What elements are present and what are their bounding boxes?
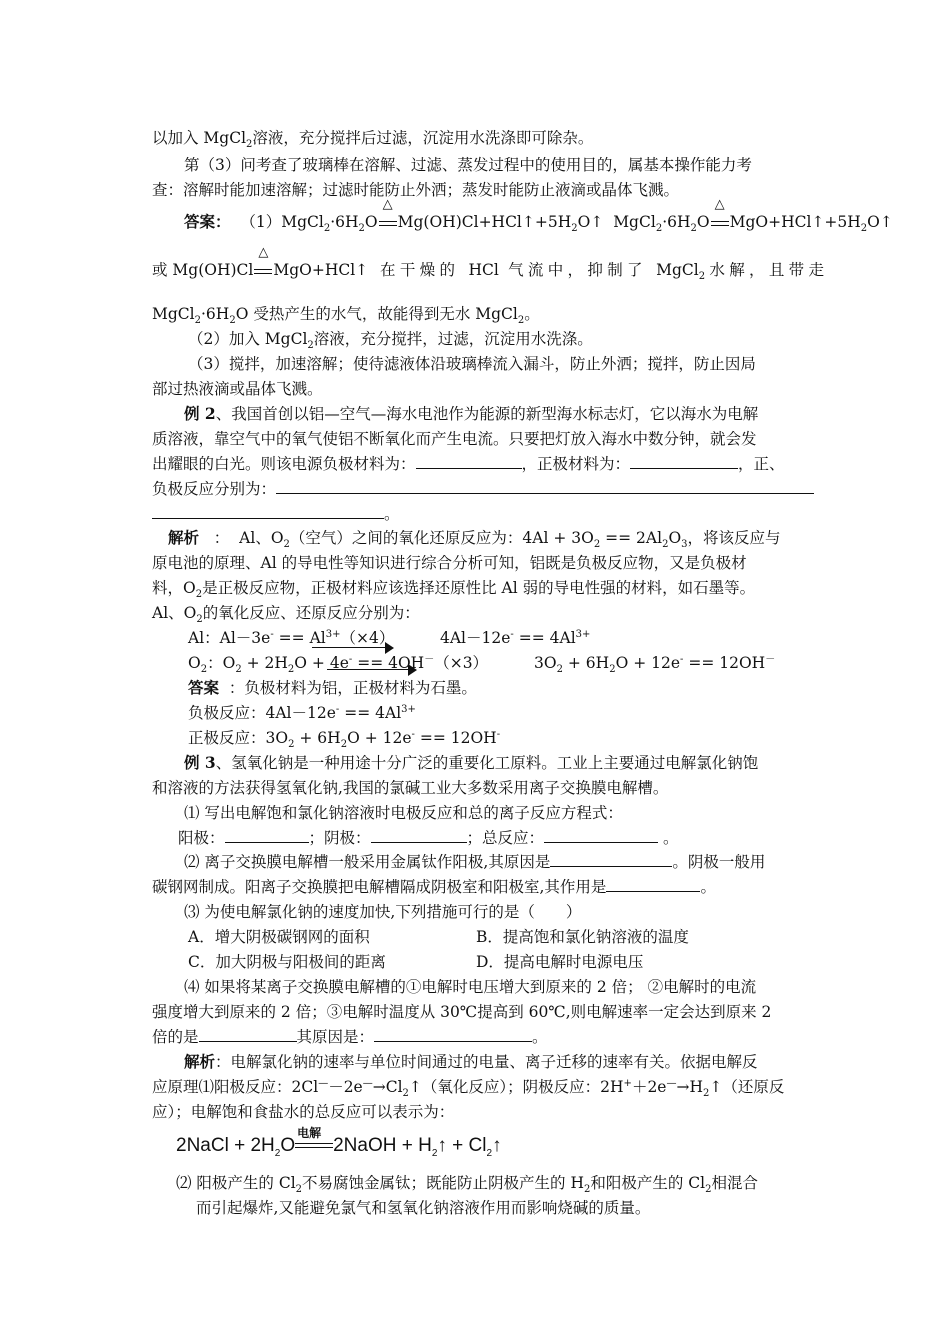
example-2-line: 例 2、我国首创以铝—空气—海水电池作为能源的新型海水标志灯，它以海水为电解 [184, 404, 759, 423]
answer-line: （2）加入 MgCl$_2$溶液，充分搅拌，过滤，沉淀用水洗涤。 [188, 330, 593, 352]
reaction-line: $3O_2 + 6H_2O + 12e^- == 12OH^-$ [534, 653, 776, 676]
option-c[interactable]: C．加大阴极与阳极间的距离 [188, 953, 386, 971]
text-line: 查：溶解时能加速溶解；过滤时能防止外洒；蒸发时能防止液滴或晶体飞溅。 [152, 181, 680, 199]
answer-line: （3）搅拌，加速溶解；使待滤液体沿玻璃棒流入漏斗，防止外洒；搅拌，防止因局 [188, 355, 756, 373]
answer-blank[interactable] [225, 828, 309, 843]
analysis-line: 原电池的原理、Al 的导电性等知识进行综合分析可知，铝既是负极反应物，又是负极材 [152, 554, 747, 572]
answer-line: 在干燥的 HCl 气流中，抑制了 MgCl$_2$水解，且带走 [380, 261, 824, 283]
answer-line: 答案： $(1)MgCl_2\cdot 6H_2O$ △ $Mg(OH)Cl+HCl↑+5H_2O↑$ $MgCl_2\cdot 6H_2O$ △ $MgO+HCl↑+5H_2O↑$ [184, 197, 893, 235]
answer-blank[interactable] [276, 479, 814, 494]
heat-symbol: △ [258, 245, 269, 260]
text-line: 以加入 MgCl$_2$溶液，充分搅拌后过滤，沉淀用水洗涤即可除杂。 [152, 129, 594, 151]
answer-blank[interactable] [371, 828, 467, 843]
analysis-line: 而引起爆炸,又能避免氯气和氢氧化钠溶液作用而影响烧碱的质量。 [196, 1199, 651, 1217]
example-3-line: 阳极： ；阴极： ；总反应： 。 [178, 829, 679, 847]
electrolysis-condition: 电解 [297, 1125, 322, 1140]
example-3-line: ⑵ 离子交换膜电解槽一般采用金属钛作阳极,其原因是 。阴极一般用 [184, 853, 766, 871]
analysis-line: 解析：电解氯化钠的速率与单位时间通过的电量、离子迁移的速率有关。依据电解反 [184, 1052, 758, 1071]
example-2-line: 出耀眼的白光。则该电源负极材料为： ，正极材料为： ，正、 [152, 455, 785, 473]
reaction-line: $O_2$：$O_2 + 2H_2O + 4e^- == 4OH^-(\times 3)$ [188, 653, 489, 676]
analysis-line: ⑵ 阳极产生的 $Cl_2$不易腐蚀金属钛；既能防止阴极产生的 $H_2$和阳极产生的 $Cl_2$相混合 [176, 1174, 759, 1196]
heat-symbol: △ [714, 197, 725, 212]
answer-blank[interactable] [199, 1027, 297, 1042]
answer-blank[interactable] [544, 828, 658, 843]
example-3-line: 强度增大到原来的 2 倍；③电解时温度从 30℃提高到 60℃,则电解速率一定会达到原来 2 [152, 1003, 772, 1021]
reaction-line: 正极反应：$3O_2 + 6H_2O + 12e^- == 12OH^-$ [188, 728, 501, 751]
heat-symbol: △ [382, 197, 393, 212]
answer-line: 答案 ：负极材料为铝，正极材料为石墨。 [188, 678, 477, 697]
answer-blank[interactable] [152, 504, 384, 519]
analysis-line: 料，$O_2$是正极反应物，正极材料应该选择还原性比 Al 弱的导电性强的材料，如石墨等。 [152, 579, 756, 601]
example-2-line: 负极反应分别为： [152, 479, 824, 499]
analysis-line: 应原理⑴阳极反应：$2Cl^—-2e^—\to Cl_2↑$（氧化反应）；阴极反应：$2H^++2e^—\to H_2↑$（还原反 [152, 1077, 785, 1100]
reaction-line: 负极反应：$4Al-12e^- == 4Al^{3+}$ [188, 703, 416, 722]
example-3-line: 倍的是 其原因是： 。 [152, 1028, 548, 1046]
example-3-line: ⑶ 为使电解氯化钠的速度加快,下列措施可行的是（ ） [184, 903, 582, 921]
analysis-line: 应）；电解饱和食盐水的总反应可以表示为： [152, 1103, 455, 1121]
example-3-line: 碳钢网制成。阳离子交换膜把电解槽隔成阴极室和阳极室,其作用是 。 [152, 878, 716, 896]
answer-blank[interactable] [630, 454, 738, 469]
example-2-line: 质溶液，靠空气中的氧气使铝不断氧化而产生电流。只要把灯放入海水中数分钟，就会发 [152, 430, 757, 448]
answer-blank[interactable] [550, 852, 672, 867]
answer-line: 部过热液滴或晶体飞溅。 [152, 380, 323, 398]
answer-blank[interactable] [416, 454, 522, 469]
option-d[interactable]: D．提高电解时电源电压 [476, 953, 644, 971]
example-3-line: 和溶液的方法获得氢氧化钠,我国的氯碱工业大多数采用离子交换膜电解槽。 [152, 779, 669, 797]
answer-blank[interactable] [606, 877, 700, 892]
example-3-line: 例 3、氢氧化钠是一种用途十分广泛的重要化工原料。工业上主要通过电解氯化钠饱 [184, 753, 759, 772]
answer-blank[interactable] [374, 1027, 532, 1042]
reaction-line: Al：$Al-3e^- == Al^{3+}(\times 4)$ [188, 628, 395, 647]
reaction-line: $4Al-12e^- == 4Al^{3+}$ [440, 628, 591, 647]
text-line: 第（3）问考查了玻璃棒在溶解、过滤、蒸发过程中的使用目的，属基本操作能力考 [184, 156, 752, 174]
analysis-line: 解析 ： Al、$O_2$（空气）之间的氧化还原反应为：$4Al + 3O_2 == 2Al_2O_3$，将该反应与 [168, 528, 781, 551]
example-3-line: ⑷ 如果将某离子交换膜电解槽的①电解时电压增大到原来的 2 倍； ②电解时的电流 [184, 978, 757, 996]
example-3-line: ⑴ 写出电解饱和氯化钠溶液时电极反应和总的离子反应方程式： [184, 804, 623, 822]
example-2-line: 。 [152, 504, 824, 524]
overall-equation: 2NaCl + $2H_2O$ 电解 2NaOH + $H_2↑$ + $Cl_2↑$ [176, 1134, 848, 1158]
answer-line: 或 Mg(OH)Cl △ MgO+HCl↑ [152, 245, 369, 279]
option-b[interactable]: B．提高饱和氯化钠溶液的温度 [476, 928, 689, 946]
arrow-icon [327, 664, 417, 676]
answer-line: $MgCl_2\cdot 6H_2O$ 受热产生的水气，故能得到无水 MgCl$_2$。 [152, 305, 540, 327]
analysis-line: Al、$O_2$的氧化反应、还原反应分别为： [152, 604, 420, 626]
option-a[interactable]: A．增大阴极碳钢网的面积 [188, 928, 370, 946]
